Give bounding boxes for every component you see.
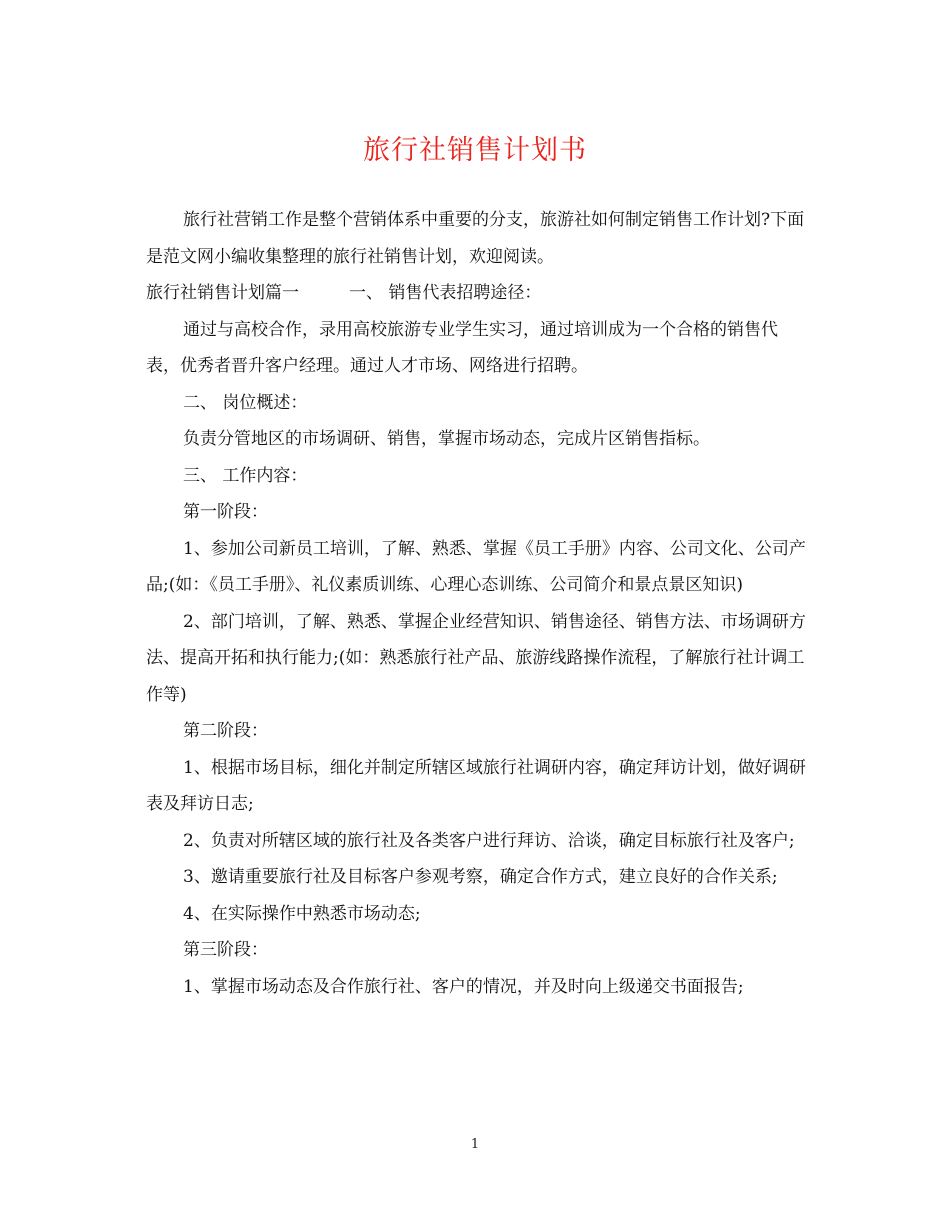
position-heading: 二、 岗位概述： <box>183 392 308 413</box>
stage-two-item-3: 3、邀请重要旅行社及目标客户参观考察，确定合作方式，建立良好的合作关系; <box>183 867 778 887</box>
stage-two-item-2: 2、负责对所辖区域的旅行社及各类客户进行拜访、洽谈，确定目标旅行社及客户; <box>183 830 795 851</box>
work-heading: 三、 工作内容： <box>183 465 308 486</box>
recruit-heading: 一、 销售代表招聘途径： <box>349 283 542 303</box>
section-heading-line <box>146 275 806 312</box>
stage-two-item-4: 4、在实际操作中熟悉市场动态; <box>183 903 421 924</box>
stage-three-item-1: 1、掌握市场动态及合作旅行社、客户的情况，并及时向上级递交书面报告; <box>183 976 744 997</box>
paragraph-position: 负责分管地区的市场调研、销售，掌握市场动态，完成片区销售指标。 <box>183 429 710 449</box>
paragraph-intro: 旅行社营销工作是整个营销体系中重要的分支，旅游社如何制定销售工作计划?下面是范文网小编收集整理的旅行社销售计划，欢迎阅读。 <box>146 210 805 267</box>
paragraph-recruit: 通过与高校合作，录用高校旅游专业学生实习，通过培训成为一个合格的销售代表，优秀者晋升客户经理。通过人才市场、网络进行招聘。 <box>146 319 778 376</box>
stage-three-heading: 第三阶段： <box>183 940 268 960</box>
plan-heading: 旅行社销售计划篇一 <box>146 283 299 303</box>
stage-two-heading: 第二阶段： <box>183 721 268 741</box>
stage-one-heading: 第一阶段： <box>183 502 268 522</box>
stage-one-item-2: 2、部门培训，了解、熟悉、掌握企业经营知识、销售途径、销售方法、市场调研方法、提高开拓和执行能力;(如：熟悉旅行社产品、旅游线路操作流程，了解旅行社计调工作等) <box>146 611 806 705</box>
document-body <box>146 202 806 1005</box>
page-number: 1 <box>470 1137 480 1152</box>
stage-two-item-1: 1、根据市场目标，细化并制定所辖区域旅行社调研内容，确定拜访计划，做好调研表及拜访日志; <box>146 757 806 814</box>
stage-one-item-1: 1、参加公司新员工培训，了解、熟悉、掌握《员工手册》内容、公司文化、公司产品;(如：《员工手册》、礼仪素质训练、心理心态训练、公司简介和景点景区知识) <box>146 538 806 595</box>
document-title: 旅行社销售计划书 <box>363 135 587 166</box>
